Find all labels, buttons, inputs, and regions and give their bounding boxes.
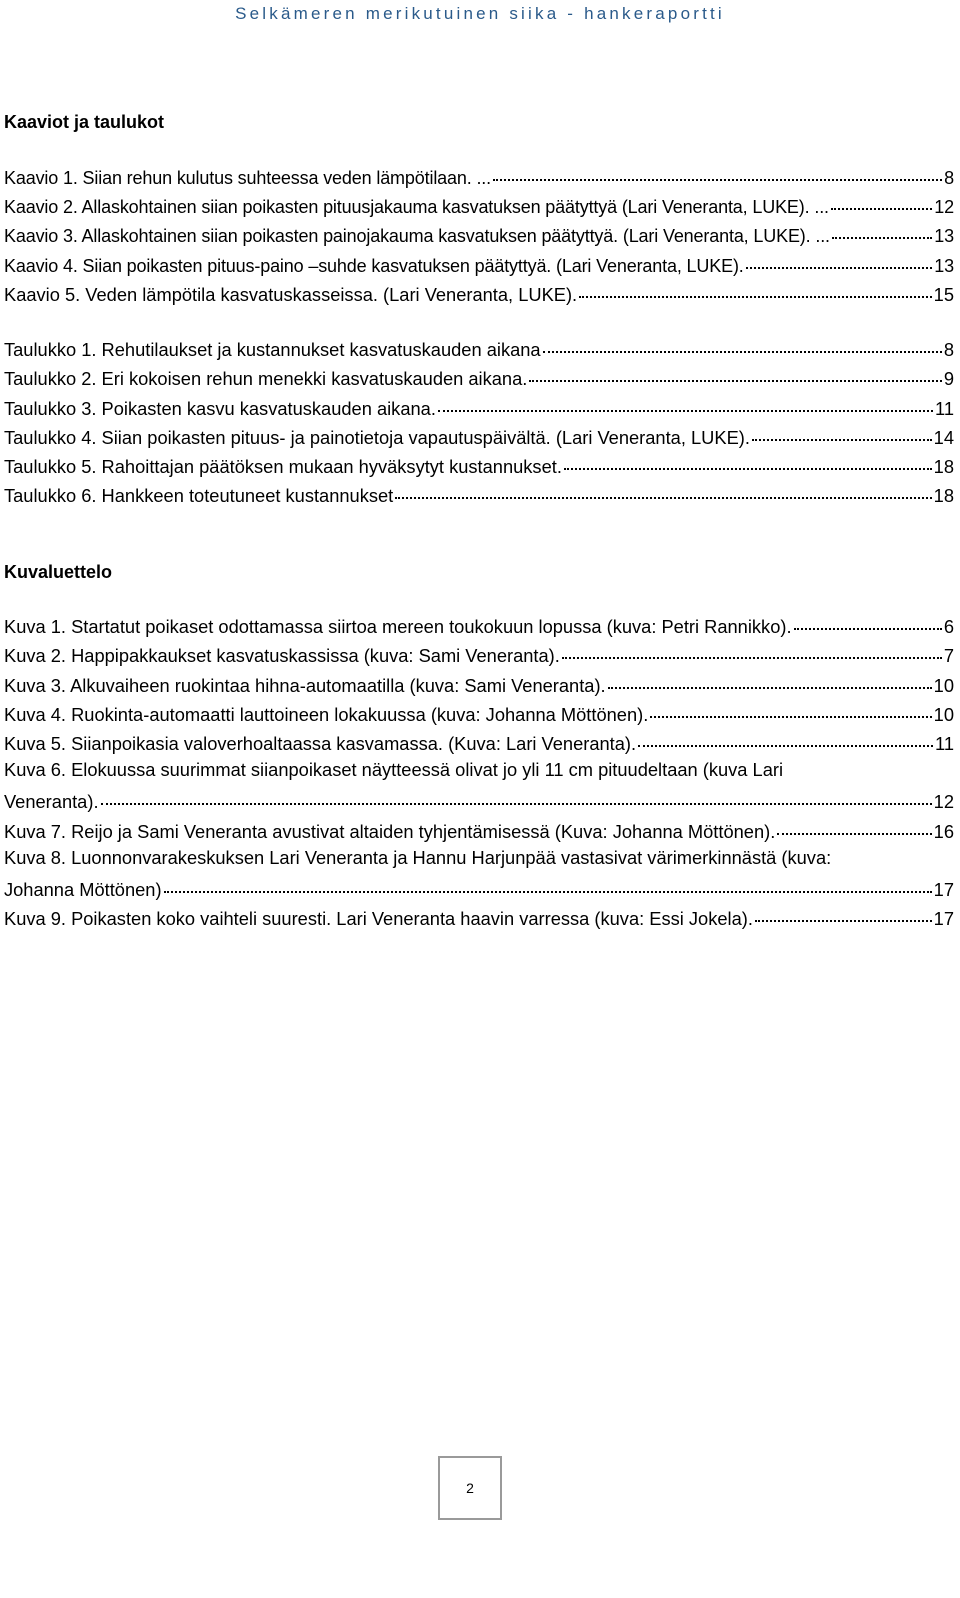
dot-leader bbox=[777, 814, 931, 834]
page-number-box bbox=[438, 1456, 502, 1520]
toc-entry-kuva-9[interactable]: Kuva 9. Poikasten koko vaihteli suuresti. Lari Veneranta haavin varressa (kuva: Essi Jokela). 17 bbox=[4, 905, 954, 934]
toc-entry-kuva-7[interactable]: Kuva 7. Reijo ja Sami Veneranta avustivat altaiden tyhjentämisessä (Kuva: Johanna Möttönen). 16 bbox=[4, 817, 954, 846]
taulukot-list bbox=[4, 336, 954, 511]
dot-leader bbox=[564, 450, 932, 470]
dot-leader bbox=[650, 698, 931, 718]
toc-entry-kuva-2[interactable]: Kuva 2. Happipakkaukset kasvatuskassissa (kuva: Sami Veneranta). 7 bbox=[4, 642, 954, 671]
toc-entry-taulukko-2[interactable]: Taulukko 2. Eri kokoisen rehun menekki kasvatuskauden aikana. 9 bbox=[4, 365, 954, 394]
dot-leader bbox=[755, 902, 932, 922]
toc-entry-kaavio-3[interactable]: Kaavio 3. Allaskohtainen siian poikasten painojakauma kasvatuksen päätyttyä. (Lari Veneranta, LUKE). ... 13 bbox=[4, 222, 954, 251]
dot-leader bbox=[608, 668, 932, 688]
kaaviot-list bbox=[4, 164, 954, 310]
toc-entry-kaavio-4[interactable]: Kaavio 4. Siian poikasten pituus-paino –suhde kasvatuksen päätyttyä. (Lari Veneranta, LUKE). 13 bbox=[4, 252, 954, 281]
dot-leader bbox=[543, 333, 942, 353]
toc-entry-taulukko-4[interactable]: Taulukko 4. Siian poikasten pituus- ja painotietoja vapautuspäivältä. (Lari Veneranta, LUKE). 14 bbox=[4, 424, 954, 453]
dot-leader bbox=[395, 479, 931, 499]
dot-leader bbox=[562, 639, 942, 659]
toc-entry-taulukko-6[interactable]: Taulukko 6. Hankkeen toteutuneet kustannukset 18 bbox=[4, 482, 954, 511]
toc-entry-kuva-4[interactable]: Kuva 4. Ruokinta-automaatti lauttoineen lokakuussa (kuva: Johanna Möttönen). 10 bbox=[4, 701, 954, 730]
dot-leader bbox=[832, 219, 932, 239]
dot-leader bbox=[101, 785, 932, 805]
toc-entry-kuva-8[interactable]: Johanna Möttönen) 17 bbox=[4, 876, 954, 905]
toc-entry-kuva-6-line-1[interactable]: Kuva 6. Elokuussa suurimmat siianpoikaset näytteessä olivat jo yli 11 cm pituudeltaan (kuva Lari bbox=[4, 758, 784, 780]
dot-leader bbox=[493, 161, 942, 181]
image-list-heading: Kuvaluettelo bbox=[4, 562, 113, 582]
toc-entry-kaavio-1[interactable]: Kaavio 1. Siian rehun kulutus suhteessa veden lämpötilaan. ... 8 bbox=[4, 164, 954, 193]
toc-entry-kuva-5[interactable]: Kuva 5. Siianpoikasia valoverhoaltaassa kasvamassa. (Kuva: Lari Veneranta). 11 bbox=[4, 730, 954, 759]
charts-tables-heading: Kaaviot ja taulukot bbox=[4, 112, 165, 132]
toc-entry-kuva-3[interactable]: Kuva 3. Alkuvaiheen ruokintaa hihna-automaatilla (kuva: Sami Veneranta). 10 bbox=[4, 671, 954, 700]
toc-entry-taulukko-5[interactable]: Taulukko 5. Rahoittajan päätöksen mukaan hyväksytyt kustannukset. 18 bbox=[4, 453, 954, 482]
toc-entry-kaavio-5[interactable]: Kaavio 5. Veden lämpötila kasvatuskasseissa. (Lari Veneranta, LUKE). 15 bbox=[4, 281, 954, 310]
dot-leader bbox=[579, 278, 932, 298]
page-number: 2 bbox=[466, 1480, 474, 1496]
kuvat-list bbox=[4, 613, 954, 934]
dot-leader bbox=[438, 391, 933, 411]
toc-entry-taulukko-3[interactable]: Taulukko 3. Poikasten kasvu kasvatuskauden aikana. 11 bbox=[4, 394, 954, 423]
dot-leader bbox=[164, 873, 932, 893]
dot-leader bbox=[831, 190, 932, 210]
toc-entry-kuva-1[interactable]: Kuva 1. Startatut poikaset odottamassa siirtoa mereen toukokuun lopussa (kuva: Petri Rannikko). 6 bbox=[4, 613, 954, 642]
toc-entry-kuva-8-line-1[interactable]: Kuva 8. Luonnonvarakeskuksen Lari Veneranta ja Hannu Harjunpää vastasivat värimerkinnästä (kuva: bbox=[4, 846, 832, 868]
toc-entry-kuva-6[interactable]: Veneranta). 12 bbox=[4, 788, 954, 817]
dot-leader bbox=[638, 727, 933, 747]
toc-entry-taulukko-1[interactable]: Taulukko 1. Rehutilaukset ja kustannukset kasvatuskauden aikana 8 bbox=[4, 336, 954, 365]
dot-leader bbox=[529, 362, 941, 382]
dot-leader bbox=[752, 421, 932, 441]
dot-leader bbox=[794, 610, 942, 630]
page-header: Selkämeren merikutuinen siika - hankeraportti bbox=[235, 4, 725, 23]
dot-leader bbox=[746, 249, 933, 269]
toc-entry-kaavio-2[interactable]: Kaavio 2. Allaskohtainen siian poikasten pituusjakauma kasvatuksen päätyttyä (Lari Veneranta, LUKE). ... 12 bbox=[4, 193, 954, 222]
